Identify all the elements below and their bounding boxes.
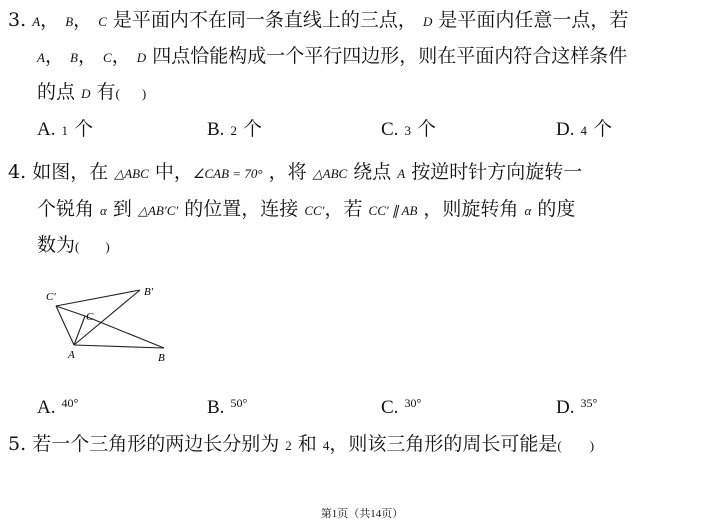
segment-cc-prime: CC′ xyxy=(304,203,325,218)
q4-option-d[interactable] xyxy=(556,391,597,420)
label-b-prime: B′ xyxy=(144,286,154,298)
q3-option-b[interactable] xyxy=(207,117,262,143)
answer-paren-close: ) xyxy=(105,239,110,254)
q4-line-1 xyxy=(8,160,582,186)
option-label: C. xyxy=(381,119,399,140)
q3-option-d[interactable] xyxy=(556,117,612,143)
q5-number: 5. xyxy=(8,433,27,455)
option-label: D. xyxy=(556,397,575,418)
q3-text: 有 xyxy=(90,81,116,103)
option-value: 2 xyxy=(230,123,237,138)
q4-text: 绕点 xyxy=(347,161,398,183)
q3-text: 是平面内不在同一条直线上的三点， xyxy=(106,9,417,31)
q3-text: 四点恰能构成一个平行四边形，则在平面内符合这样条件 xyxy=(146,45,628,67)
option-label: C. xyxy=(381,397,399,418)
point-b: B xyxy=(70,50,78,65)
option-value: 50° xyxy=(230,396,248,410)
option-value: 4 xyxy=(580,123,588,138)
point-b: B xyxy=(65,14,74,29)
point-a: A xyxy=(397,166,406,181)
segment-c-b xyxy=(85,316,164,348)
comma: ， xyxy=(77,45,97,67)
option-label: B. xyxy=(207,119,225,140)
comma: ， xyxy=(44,45,64,67)
q4-text: ，将 xyxy=(262,161,313,183)
option-label: A. xyxy=(37,119,56,140)
point-d: D xyxy=(136,50,147,65)
q5-text: 若一个三角形的两边长分别为 xyxy=(32,433,286,455)
option-label: B. xyxy=(207,397,225,418)
answer-paren-close: ) xyxy=(141,86,147,101)
q4-option-b[interactable] xyxy=(207,391,247,420)
q4-text: ，则旋转角 xyxy=(417,198,525,220)
q3-option-c[interactable] xyxy=(381,117,436,143)
option-label: A. xyxy=(37,397,56,418)
point-d: D xyxy=(81,86,91,101)
q4-text: 到 xyxy=(106,198,138,220)
q3-number: 3. xyxy=(8,9,27,31)
triangle-abc: △ABC xyxy=(312,166,348,181)
option-value: 3 xyxy=(404,123,411,138)
option-value: 30° xyxy=(404,396,422,410)
comma: ， xyxy=(111,45,131,67)
label-c-prime: C′ xyxy=(46,291,56,303)
option-value: 1 xyxy=(61,123,69,138)
alpha: α xyxy=(524,203,532,218)
q4-line-2 xyxy=(37,197,575,223)
q4-text: 的位置，连接 xyxy=(178,198,305,220)
segment-c-prime-b-prime xyxy=(56,290,140,306)
q4-option-a[interactable] xyxy=(37,391,78,420)
option-value: 35° xyxy=(580,396,598,410)
comma: ， xyxy=(73,9,93,31)
point-c: C xyxy=(98,14,107,29)
q3-option-a[interactable] xyxy=(37,117,93,143)
side-length-4: 4 xyxy=(322,438,330,453)
answer-paren-open: ( xyxy=(75,239,80,254)
angle-cab: ∠CAB = 70° xyxy=(192,166,263,181)
q5-text: ，则该三角形的周长可能是 xyxy=(329,433,558,455)
q4-text: ，若 xyxy=(324,198,369,220)
q5-line-1 xyxy=(8,432,594,458)
triangle-ab-c-prime: △AB′C′ xyxy=(137,203,179,218)
answer-paren-open: ( xyxy=(115,86,120,101)
option-unit: 个 xyxy=(587,118,613,140)
option-unit: 个 xyxy=(236,118,263,140)
parallel-condition: CC′ ∥ AB xyxy=(368,203,418,218)
option-label: D. xyxy=(556,119,575,140)
q4-text: 如图，在 xyxy=(32,161,115,183)
point-c: C xyxy=(103,50,112,65)
q4-text: 中， xyxy=(148,161,193,183)
q3-text: 是平面内任意一点，若 xyxy=(432,9,629,31)
comma: ， xyxy=(40,9,60,31)
q4-text: 按逆时针方向旋转一 xyxy=(405,161,583,183)
answer-paren-open: ( xyxy=(557,438,562,453)
answer-paren-close: ) xyxy=(589,438,595,453)
point-d: D xyxy=(422,14,433,29)
side-length-2: 2 xyxy=(285,438,292,453)
q5-text: 和 xyxy=(291,433,323,455)
q4-text: 的度 xyxy=(531,198,576,220)
page-footer: 第1页（共14页） xyxy=(320,508,404,520)
q3-text: 的点 xyxy=(37,81,76,103)
rotation-figure xyxy=(40,280,180,368)
q4-option-c[interactable] xyxy=(381,391,421,420)
label-a: A xyxy=(68,349,75,361)
segment-a-b xyxy=(74,345,164,348)
point-a: A xyxy=(32,14,41,29)
option-unit: 个 xyxy=(68,118,94,140)
q4-number: 4. xyxy=(8,161,27,183)
label-b: B xyxy=(158,352,165,364)
option-unit: 个 xyxy=(410,118,437,140)
q3-line-2 xyxy=(37,44,627,70)
q4-text: 数为 xyxy=(37,234,76,256)
triangle-abc: △ABC xyxy=(114,166,149,181)
q3-line-3 xyxy=(37,80,146,106)
option-value: 40° xyxy=(61,396,79,410)
q4-line-3 xyxy=(37,233,110,259)
alpha: α xyxy=(100,203,107,218)
q4-text: 个锐角 xyxy=(37,198,101,220)
point-a: A xyxy=(37,50,45,65)
q3-line-1 xyxy=(8,8,628,34)
label-c: C xyxy=(86,311,94,323)
